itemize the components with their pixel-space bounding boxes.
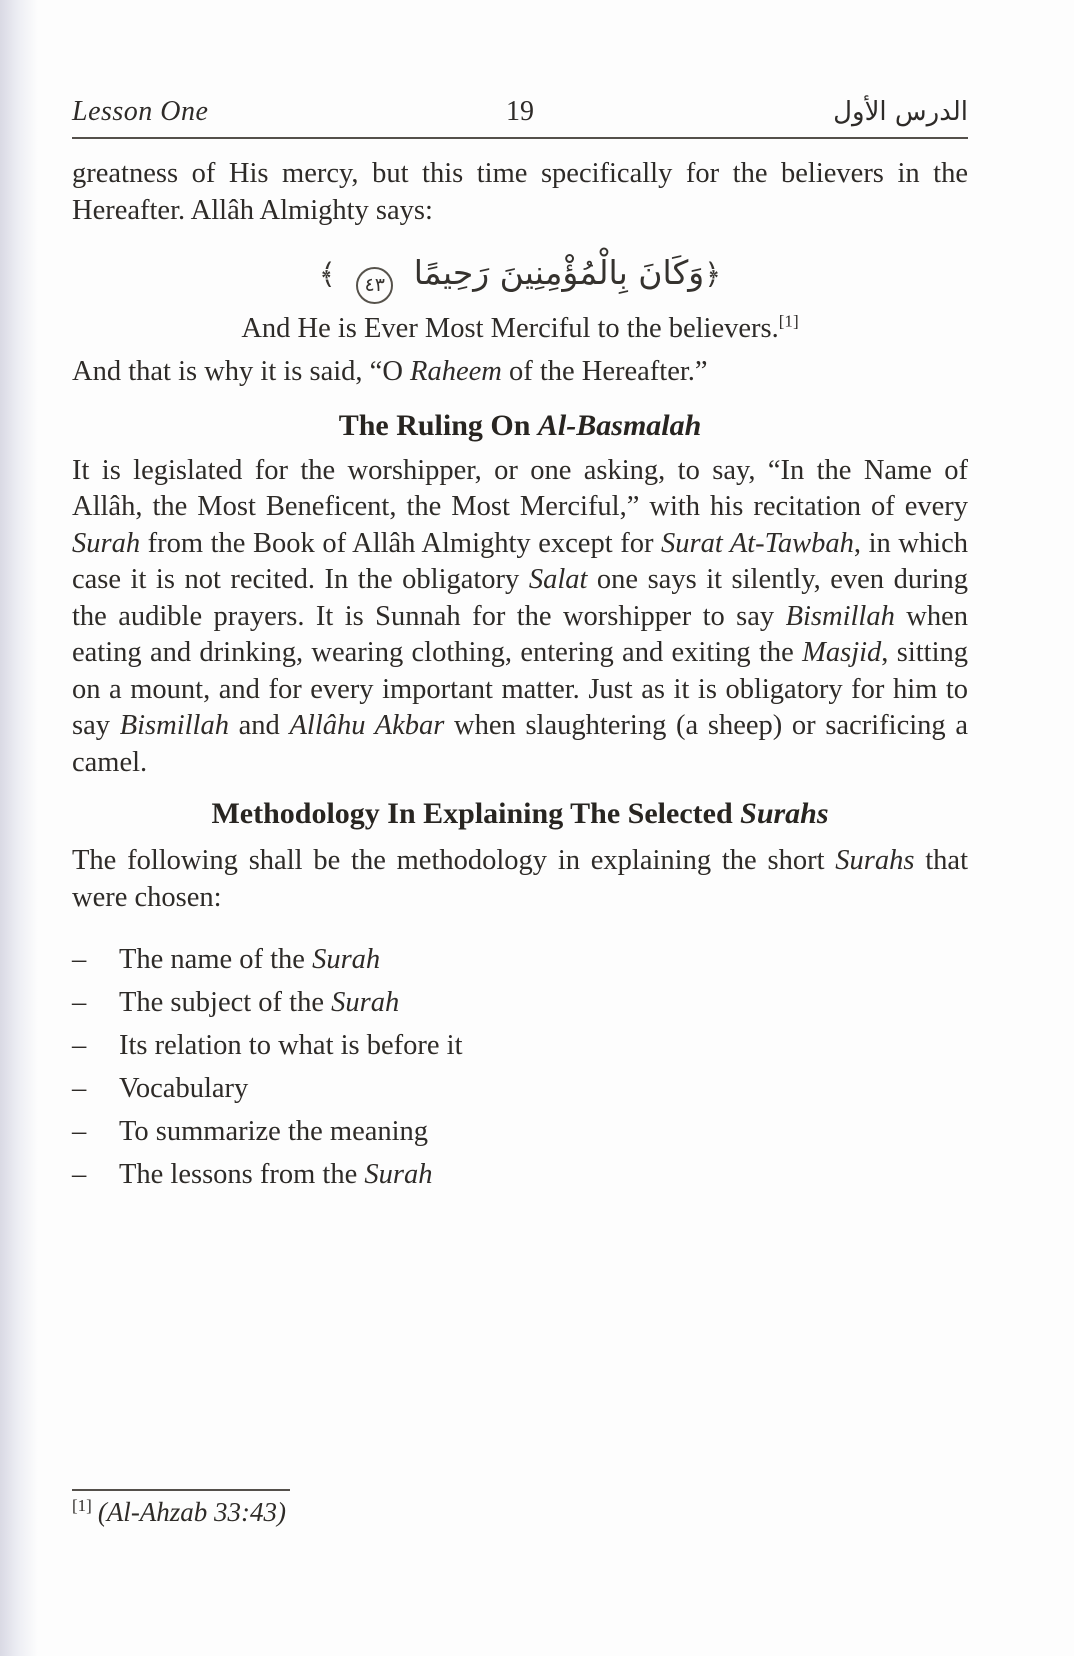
footnote-rule — [72, 1489, 290, 1491]
text-segment: The lessons from the — [119, 1159, 365, 1190]
dash-bullet: – — [72, 987, 87, 1018]
list-item-text — [119, 1157, 432, 1193]
text-segment: of the Hereafter.” — [501, 356, 708, 387]
footnote-marker: [1] — [72, 1496, 92, 1515]
text-segment: Vocabulary — [119, 1073, 249, 1104]
verse-close-ornament-icon: ﴾ — [318, 257, 336, 291]
page-header — [72, 96, 968, 128]
ayah-number-badge: ٤٣ — [356, 267, 393, 304]
ruling-paragraph — [72, 453, 968, 782]
text-segment: Raheem — [410, 356, 502, 387]
footnote-section — [72, 1489, 632, 1528]
header-arabic-title: الدرس الأول — [833, 97, 969, 127]
methodology-list-item — [72, 1157, 968, 1193]
text-segment: To summarize the meaning — [119, 1116, 429, 1147]
header-page-number: 19 — [506, 96, 534, 127]
dash-bullet: – — [72, 1159, 87, 1190]
text-segment: Masjid — [802, 637, 882, 668]
section-heading-methodology — [72, 795, 968, 833]
text-segment: Its relation to what is before it — [119, 1030, 463, 1061]
text-segment: and — [228, 710, 290, 741]
header-rule — [72, 137, 968, 139]
text-segment: Surah — [331, 987, 400, 1018]
text-segment: when slaughtering (a sheep) or sacrificing a camel. — [72, 710, 968, 778]
dash-bullet: – — [72, 944, 87, 975]
text-segment: Al-Basmalah — [537, 408, 702, 442]
text-segment: (Al-Ahzab 33:43) — [97, 1497, 287, 1527]
text-segment: one says it silently, even during the audible prayers. It is Sunnah for the worshipper to say — [72, 564, 968, 632]
text-segment: Methodology In Explaining The Selected — [211, 797, 741, 830]
text-segment: Salat — [528, 564, 588, 595]
text-segment: Surat At-Tawbah — [661, 527, 854, 559]
text-segment: [1] — [778, 311, 799, 331]
list-item-text — [119, 1071, 248, 1107]
text-segment: And that is why it is said, “O — [72, 356, 411, 387]
dash-bullet: – — [72, 1073, 87, 1104]
text-segment: that were chosen: — [72, 845, 968, 913]
verse-translation — [72, 310, 968, 348]
text-segment: Surahs — [835, 845, 915, 876]
verse-open-ornament-icon: ﴿ — [704, 257, 722, 291]
text-segment: The Ruling On — [338, 408, 538, 442]
text-segment: The name of the — [119, 944, 313, 975]
text-segment: And He is Ever Most Merciful to the believers. — [241, 313, 779, 344]
text-segment: Surah — [364, 1159, 433, 1190]
text-segment: when eating and drinking, wearing clothing, entering and exiting the — [72, 600, 968, 668]
dash-bullet: – — [72, 1030, 87, 1061]
text-segment: , in which case it is not recited. In the obligatory — [72, 527, 968, 595]
list-item-text — [119, 1114, 428, 1150]
text-segment: from the Book of Allâh Almighty except for — [140, 527, 662, 559]
section-heading-ruling — [72, 407, 968, 445]
methodology-list-item — [72, 1114, 968, 1150]
methodology-list-item — [72, 1028, 968, 1064]
methodology-intro-paragraph — [72, 843, 968, 916]
text-segment: Surah — [72, 527, 141, 559]
quran-verse — [72, 241, 968, 306]
text-segment: Bismillah — [785, 600, 895, 632]
after-verse-paragraph — [72, 354, 968, 391]
methodology-list-item — [72, 942, 968, 978]
text-segment: The following shall be the methodology in explaining the short — [72, 845, 836, 876]
footnote-text — [98, 1497, 286, 1527]
verse-arabic-text: وَكَانَ بِالْمُؤْمِنِينَ رَحِيمًا — [413, 253, 705, 292]
text-segment: Surah — [312, 944, 381, 975]
methodology-list — [72, 942, 968, 1193]
list-item-text — [119, 942, 380, 978]
list-item-text — [119, 985, 399, 1021]
dash-bullet: – — [72, 1116, 87, 1147]
text-segment: The subject of the — [119, 987, 332, 1018]
text-segment: Surahs — [740, 797, 829, 830]
text-segment: greatness of His mercy, but this time specifically for the believers in the Hereafter. Allâh Almighty says: — [72, 158, 968, 226]
text-segment: Bismillah — [119, 710, 229, 741]
header-lesson-title: Lesson One — [72, 96, 209, 127]
footnote — [72, 1496, 632, 1528]
methodology-list-item — [72, 1071, 968, 1107]
text-segment: , sitting on a mount, and for every important matter. Just as it is obligatory for him to say — [72, 637, 968, 741]
methodology-list-item — [72, 985, 968, 1021]
text-segment: It is legislated for the worshipper, or one asking, to say, “In the Name of Allâh, the Most Beneficent, the Most Merciful,” with his recitation of every — [72, 454, 968, 522]
list-item-text — [119, 1028, 463, 1064]
intro-paragraph — [72, 156, 968, 229]
text-segment: Allâhu Akbar — [289, 710, 445, 741]
